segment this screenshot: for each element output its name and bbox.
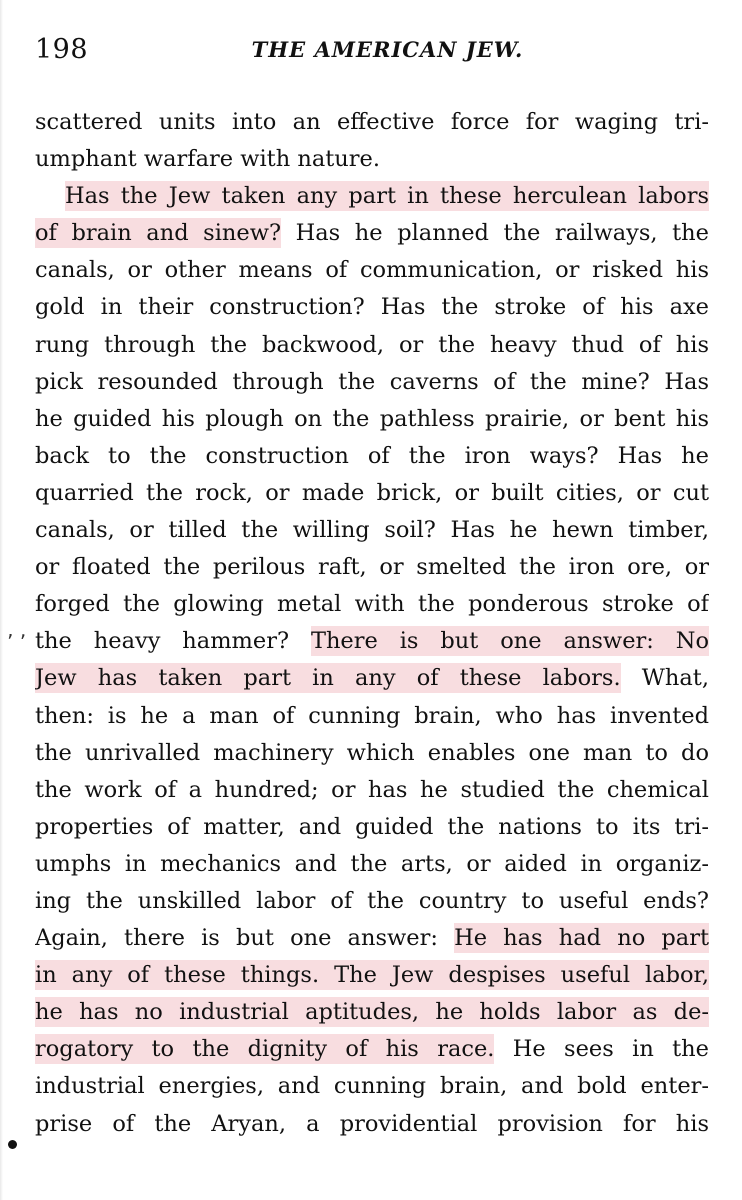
text-line <box>35 475 709 512</box>
text-line <box>35 586 709 623</box>
highlighted-text: Has the Jew taken any part in these herculean labors <box>65 183 709 210</box>
text-segment: canals, or tilled the willing soil? Has he hewn timber, <box>35 517 709 544</box>
text-segment: or floated the perilous raft, or smelted the iron ore, or <box>35 554 709 581</box>
text-line <box>35 994 709 1031</box>
text-line <box>35 252 709 289</box>
text-line <box>35 772 709 809</box>
running-title: THE AMERICAN JEW. <box>251 37 524 62</box>
margin-tick-mark: ’ ʼ <box>7 630 27 654</box>
text-segment: he guided his plough on the pathless prairie, or bent his <box>35 405 709 432</box>
text-line <box>35 401 709 438</box>
text-segment: the unrivalled machinery which enables one man to do <box>35 739 709 766</box>
text-line <box>35 735 709 772</box>
text-line <box>35 512 709 549</box>
text-line <box>35 141 709 178</box>
highlighted-text: There is but one answer: No <box>310 628 709 655</box>
highlighted-text: in any of these things. The Jew despises useful labor, <box>35 962 709 989</box>
text-segment: industrial energies, and cunning brain, and bold enter- <box>35 1073 709 1100</box>
text-segment: He sees in the <box>494 1036 709 1063</box>
text-segment: back to the construction of the iron ways? Has he <box>35 442 709 469</box>
text-line <box>35 957 709 994</box>
page-fold-shadow <box>0 0 3 1200</box>
text-line <box>35 698 709 735</box>
text-line <box>35 549 709 586</box>
text-line <box>35 178 709 215</box>
highlighted-text: of brain and sinew? <box>35 220 282 247</box>
text-segment: gold in their construction? Has the stroke of his axe <box>35 294 709 321</box>
body-text <box>35 104 709 1143</box>
text-segment: then: is he a man of cunning brain, who has invented <box>35 702 709 729</box>
running-head <box>35 30 710 70</box>
text-segment: Has he planned the railways, the <box>281 220 709 247</box>
text-line <box>35 327 709 364</box>
text-line <box>35 846 709 883</box>
text-line <box>35 883 709 920</box>
text-line <box>35 215 709 252</box>
text-line <box>35 623 709 660</box>
text-segment: Again, there is but one answer: <box>35 925 455 952</box>
highlighted-text: he has no industrial aptitudes, he holds labor as de- <box>35 999 709 1026</box>
text-segment: rung through the backwood, or the heavy thud of his <box>35 331 709 358</box>
text-line <box>35 1031 709 1068</box>
page-number: 198 <box>35 34 89 65</box>
text-segment: properties of matter, and guided the nations to its tri- <box>35 813 709 840</box>
text-segment: umphs in mechanics and the arts, or aided in organiz- <box>35 850 709 877</box>
text-segment: the heavy hammer? <box>35 628 311 655</box>
text-segment: umphant warfare with nature. <box>35 146 381 173</box>
text-line <box>35 920 709 957</box>
highlighted-text: Jew has taken part in any of these labors. <box>35 665 621 692</box>
text-line <box>35 809 709 846</box>
text-segment: pick resounded through the caverns of the mine? Has <box>35 368 709 395</box>
text-line <box>35 104 709 141</box>
text-segment: ing the unskilled labor of the country to useful ends? <box>35 887 709 914</box>
text-segment: the work of a hundred; or has he studied the chemical <box>35 776 709 803</box>
highlighted-text: rogatory to the dignity of his race. <box>35 1036 495 1063</box>
text-segment: What, <box>620 665 709 692</box>
text-segment: forged the glowing metal with the ponderous stroke of <box>35 591 709 618</box>
text-segment: canals, or other means of communication, or risked his <box>35 257 709 284</box>
text-segment: prise of the Aryan, a providential provision for his <box>35 1110 709 1137</box>
text-line <box>35 1106 709 1143</box>
text-line <box>35 438 709 475</box>
highlighted-text: He has had no part <box>454 925 709 952</box>
text-line <box>35 1068 709 1105</box>
text-segment: quarried the rock, or made brick, or built cities, or cut <box>35 479 709 506</box>
text-line <box>35 660 709 697</box>
text-line <box>35 364 709 401</box>
text-segment: scattered units into an effective force for waging tri- <box>35 109 709 135</box>
text-line <box>35 289 709 326</box>
margin-ink-dot <box>8 1140 17 1149</box>
